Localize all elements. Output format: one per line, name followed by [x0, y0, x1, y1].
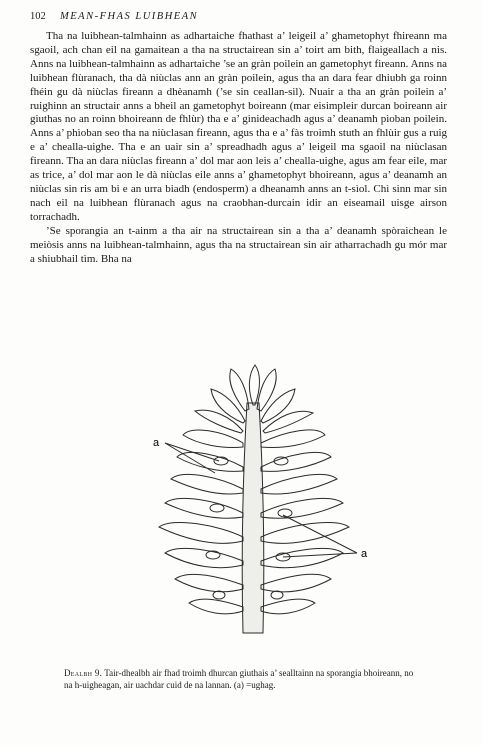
- cone-scale: [261, 599, 315, 614]
- label-a-right: a: [361, 548, 368, 560]
- cone-scale: [261, 452, 331, 471]
- cone-scale: [261, 548, 343, 567]
- page-number: 102: [30, 11, 46, 22]
- cone-scale: [183, 430, 243, 448]
- cone-scale: [175, 574, 243, 591]
- pine-cone-illustration: [135, 363, 385, 663]
- cone-scale: [261, 389, 295, 423]
- cone-axis: [242, 403, 264, 633]
- cone-scale: [159, 522, 243, 543]
- paragraph-1: Tha na luibhean-talmhainn as adhartaiche fhathast a’ leigeil a’ ghametophyt fhireann ma sgaoil, ach chan eil na gamaitean a tha na structairean sin a’ toirt am bith, flaigeallach a nis. Anns na luibhean-talmhainn as adhartaiche ’se an gràn poilein an gametophyt fireann. Anns na luibhean flùranach, tha dà niùclas ann an gràn poilein, agus tha an dara fear dhiubh ga roinn fhéin gu dà niùclas fireann a dhèanamh (’se sin ceallan-sil). Nuair a tha an gràn poilein a’ ruighinn an structair anns a bheil an gametophyt boireann (mar eisimpleir durcan boireann air giuthas no an roinn bhoireann de fhlùr) tha e a’ ginideachadh agus a’ deanamh pìoban poilein. Anns a’ phìoban seo tha na niùclasan fireann, agus tha e a’ fàs troimh stuth an fhlùir gus a ruig e a’ chealla-uighe. Tha e an uair sin a’ spreadhadh agus a’ leigeil ma sgaoil na niùclasan fireann. Tha an dara niùclas fireann a’ dol mar aon leis a’ chealla-uighe, agus am fear eile, mar as trice, a’ dol mar aon le dà niùclas eile anns a’ ghametophyt bhoireann, agus a’ deanamh an niùclas sin ris am bi e an urra biadh (endosperm) a dheanamh anns an t-sìol. Chì sinn mar sin nach eil na luibhean flùranach agus na craobhan-durcain idir an eiseamail uisge airson torrachadh.: [30, 30, 447, 223]
- ovule: [214, 457, 228, 465]
- ovule: [274, 457, 288, 465]
- cone-scale: [177, 452, 243, 471]
- cone-scale: [261, 574, 331, 591]
- label-a-left: a: [153, 437, 160, 449]
- leader-line: [283, 515, 357, 553]
- figure-caption: [64, 667, 420, 691]
- cone-scale: [257, 369, 276, 411]
- cone-scale: [249, 365, 259, 405]
- running-title: MEAN-FHAS LUIBHEAN: [60, 11, 199, 22]
- body-text: [30, 30, 447, 266]
- caption-text: Tair-dhealbh air fhad troimh dhurcan giuthais a’ sealltainn na sporangia bhoireann, no na h-uigheagan, air uachdar cuid de na lannan. (a) =ughag.: [64, 668, 414, 690]
- ovule: [210, 504, 224, 512]
- cone-scale: [261, 498, 343, 518]
- cone-scale: [189, 599, 243, 614]
- cone-scale: [230, 369, 249, 411]
- cone-scale: [165, 548, 243, 567]
- caption-label: Dealbh 9.: [64, 668, 103, 678]
- page-header: [30, 11, 460, 27]
- cone-scale: [261, 522, 349, 543]
- cone-scale: [171, 474, 243, 494]
- leader-line: [283, 553, 357, 557]
- leader-line: [165, 443, 215, 473]
- cone-scale: [165, 498, 243, 518]
- cone-scale: [261, 474, 337, 494]
- ovule: [271, 591, 283, 599]
- paragraph-2: ’Se sporangia an t-ainm a tha air na structairean sin a tha a’ deanamh spòraichean le meiòsis anns na luibhean-talmhainn, agus tha na structairean sin air atharrachadh gu mór mar a shiubhail tìm. Bha na: [30, 224, 447, 265]
- cone-scale: [261, 430, 325, 448]
